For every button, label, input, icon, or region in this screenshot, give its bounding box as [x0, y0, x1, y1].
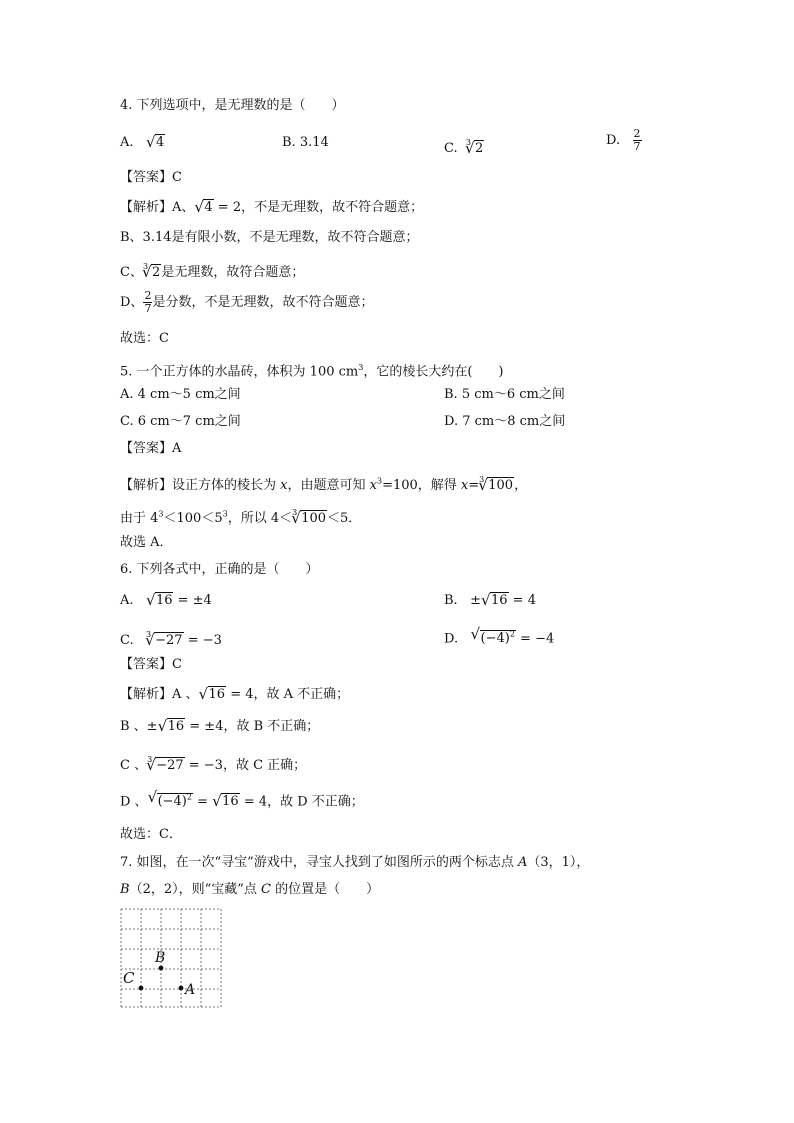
text: = — [192, 794, 213, 810]
superscript: 3 — [376, 476, 383, 486]
radicand: 100 — [301, 511, 327, 526]
sqrt-expression — [158, 717, 186, 737]
text: ， — [514, 478, 528, 493]
text: D、 — [120, 295, 144, 310]
q4-option-c — [444, 133, 484, 159]
text: ＜100＜5 — [163, 511, 223, 526]
q4-explanation-a — [120, 198, 423, 218]
option-label: B. — [282, 135, 296, 150]
variable: x — [460, 478, 469, 493]
superscript: 2 — [509, 630, 515, 639]
q5-answer: 【答案】A — [120, 441, 182, 456]
text: = ±4 — [173, 593, 212, 608]
q6-explanation-c — [120, 750, 306, 776]
radicand: 16 — [208, 687, 226, 702]
radicand: 16 — [167, 719, 185, 734]
text: = 4，故 A 不正确； — [226, 687, 350, 702]
root-index: 3 — [147, 755, 153, 764]
q4-answer: 【答案】C — [120, 170, 182, 185]
option-label: D. — [444, 631, 459, 647]
q6-explanation-b — [120, 717, 319, 737]
text: ，它的棱长大约在( ) — [363, 364, 504, 380]
root-index: 3 — [465, 138, 471, 147]
denominator: 7 — [633, 140, 641, 153]
cbrt-expression — [291, 509, 327, 529]
q5-explanation-2 — [120, 503, 361, 529]
q4-option-a — [120, 133, 165, 153]
q5-option-a: A. 4 cm～5 cm之间 — [120, 387, 241, 402]
superscript: 3 — [222, 509, 228, 519]
sqrt-expression — [146, 591, 174, 611]
q6-option-a — [120, 591, 212, 611]
root-index: 3 — [479, 475, 485, 484]
option-label: C. — [444, 141, 458, 156]
q6-conclusion: 故选：C． — [120, 827, 182, 842]
sqrt-expression — [212, 792, 240, 812]
text: 由于 4 — [120, 511, 159, 526]
q7-stem-line1 — [120, 853, 589, 873]
q6-explanation-a — [120, 685, 349, 705]
radicand: 4 — [155, 135, 165, 150]
text: 【解析】A、 — [120, 200, 195, 215]
q4-stem: 4. 下列选项中，是无理数的是（ ） — [120, 98, 345, 113]
q6-option-c — [120, 625, 222, 651]
option-label: C. — [120, 633, 134, 648]
variable: x — [369, 478, 377, 493]
radicand: 2 — [474, 141, 484, 156]
label-a: A — [185, 982, 196, 998]
radicand: (−4) — [157, 794, 187, 810]
q6-stem: 6. 下列各式中，正确的是（ ） — [120, 562, 319, 577]
label-b: B — [155, 950, 166, 966]
point-label: A — [517, 855, 528, 870]
radicand: 100 — [488, 478, 514, 493]
text: = — [468, 478, 480, 493]
text: = 4，故 D 不正确； — [239, 794, 364, 810]
q4-explanation-d — [120, 290, 373, 315]
text: 的位置是（ ） — [270, 882, 380, 897]
superscript: 2 — [186, 793, 192, 802]
radicand: 16 — [155, 593, 173, 608]
text: （3，1）， — [527, 855, 590, 870]
q7-stem-line2 — [120, 880, 379, 900]
q5-option-d: D. 7 cm～8 cm之间 — [444, 414, 566, 429]
sqrt-expression — [146, 133, 165, 153]
root-index: 3 — [292, 508, 298, 517]
superscript: 3 — [158, 509, 164, 519]
q5-explanation-1 — [120, 470, 527, 496]
radicand: 4 — [204, 200, 213, 215]
text: （2，2），则“宝藏”点 — [129, 882, 262, 897]
option-label: D. — [606, 133, 621, 148]
text: = 2，不是无理数，故不符合题意； — [213, 200, 424, 215]
text: C 、 — [120, 758, 148, 773]
treasure-grid-figure — [120, 908, 224, 1010]
text: 7. 如图，在一次“寻宝”游戏中，寻宝人找到了如图所示的两个标志点 — [120, 855, 518, 870]
numerator: 2 — [633, 127, 641, 140]
q5-conclusion: 故选 A． — [120, 535, 173, 550]
text: D 、 — [120, 794, 148, 810]
sqrt-expression — [194, 198, 213, 218]
denominator: 7 — [144, 302, 152, 315]
q4-explanation-c — [120, 257, 304, 283]
option-label: B. — [444, 593, 458, 608]
cbrt-expression — [465, 139, 484, 159]
q6-option-d — [444, 625, 554, 649]
text: B 、± — [120, 719, 158, 734]
radicand: 16 — [491, 593, 508, 608]
q4-option-d — [606, 128, 642, 153]
variable: x — [280, 478, 288, 493]
text: = ±4，故 B 不正确； — [185, 719, 320, 734]
point-b — [159, 966, 164, 971]
point-a — [179, 986, 184, 991]
q5-stem — [120, 358, 503, 382]
root-index: 3 — [146, 630, 152, 639]
option-label: A. — [120, 593, 134, 608]
superscript: 3 — [358, 363, 364, 372]
sqrt-expression — [481, 591, 509, 611]
q5-option-b: B. 5 cm～6 cm之间 — [444, 387, 565, 402]
q6-answer: 【答案】C — [120, 657, 182, 672]
text: ± — [470, 593, 481, 608]
q6-option-b — [444, 591, 536, 611]
numerator: 2 — [144, 289, 152, 302]
option-label: A. — [120, 135, 134, 150]
cbrt-expression — [478, 476, 514, 496]
point-label: C — [261, 882, 271, 897]
q6-explanation-d — [120, 788, 364, 812]
cbrt-expression — [145, 631, 183, 651]
cbrt-expression — [146, 756, 184, 776]
text: ＜5． — [327, 511, 362, 526]
text: =100，解得 — [382, 478, 461, 493]
sqrt-expression — [148, 788, 193, 812]
cbrt-expression — [142, 263, 161, 283]
sqrt-expression — [471, 625, 516, 649]
label-c: C — [123, 969, 135, 987]
text: = 4 — [508, 593, 536, 608]
q4-explanation-b: B、3.14是有限小数，不是无理数，故不符合题意； — [120, 230, 419, 245]
text: 是分数，不是无理数，故不符合题意； — [152, 295, 374, 310]
radicand: 16 — [222, 794, 239, 810]
text: 【解析】A 、 — [120, 687, 199, 702]
fraction — [633, 128, 642, 153]
radicand: 2 — [152, 265, 161, 280]
q4-conclusion: 故选：C — [120, 331, 169, 346]
text: 【解析】设正方体的棱长为 — [120, 478, 281, 493]
point-c — [139, 986, 144, 991]
text: 是无理数，故符合题意； — [161, 265, 305, 280]
text: ，由题意可知 — [287, 478, 370, 493]
text: = −3，故 C 正确； — [184, 758, 307, 773]
text: 5. 一个正方体的水晶砖，体积为 100 cm — [120, 364, 359, 380]
q5-option-c: C. 6 cm～7 cm之间 — [120, 414, 241, 429]
radicand: −27 — [155, 633, 183, 648]
radicand: (−4) — [480, 631, 510, 647]
text: ，所以 4＜ — [227, 511, 293, 526]
text: C、 — [120, 265, 143, 280]
q4-option-b — [282, 133, 329, 153]
text: = −3 — [183, 633, 222, 648]
root-index: 3 — [142, 262, 149, 271]
option-value: 3.14 — [299, 135, 329, 150]
radicand: −27 — [156, 758, 184, 773]
text: = −4 — [515, 631, 555, 647]
grid-lines — [121, 909, 221, 1007]
point-label: B — [120, 882, 130, 897]
sqrt-expression — [199, 685, 227, 705]
